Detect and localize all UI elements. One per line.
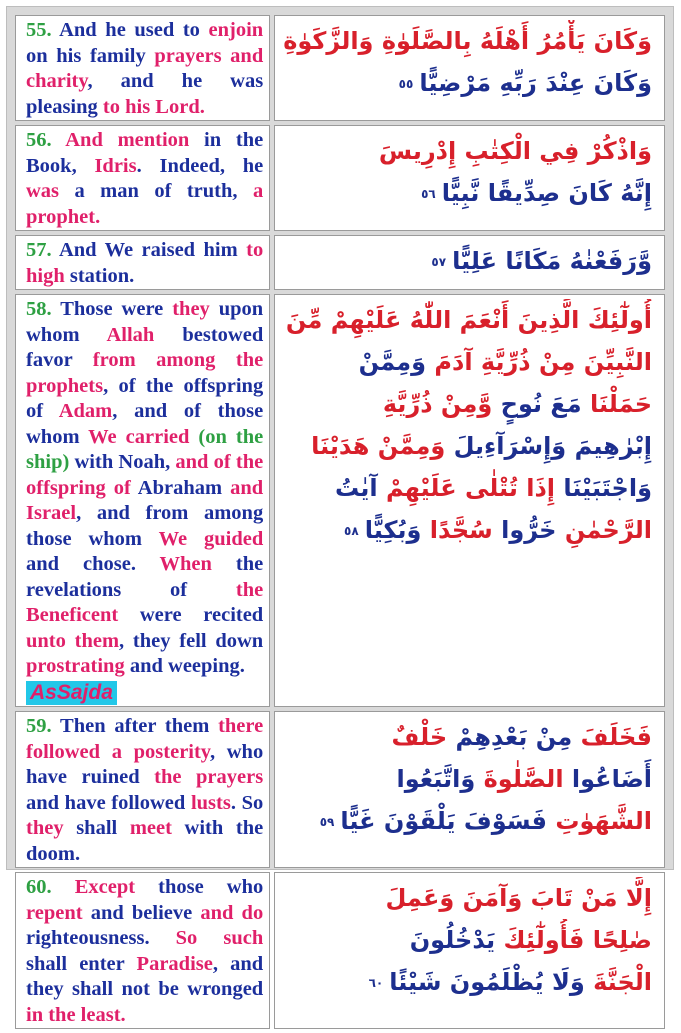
- arabic-line: [283, 758, 652, 800]
- arabic-segment: إِبْرٰهِيمَ وَإِسْرَآءِيلَ: [445, 432, 652, 460]
- arabic-segment: الرَّحْمٰنِ: [564, 516, 652, 544]
- verse-number: 58.: [26, 298, 61, 320]
- ayah-number-marker: ٥٩: [319, 815, 335, 829]
- arabic-segment: مَعَ نُوحٍ: [492, 390, 590, 418]
- arabic-segment: وَكَانَ يَأْمُرُ أَهْلَهُ بِالصَّلَوٰةِ وَالزَّكَوٰةِ: [283, 27, 652, 55]
- arabic-line: [283, 62, 652, 104]
- arabic-segment: أَضَاعُوا: [563, 765, 652, 793]
- arabic-line: [283, 877, 652, 919]
- translation-segment: , they fell down: [119, 629, 264, 652]
- arabic-segment: وَاذْكُرْ فِي الْكِتٰبِ إِدْرِيسَ: [378, 137, 652, 165]
- translation-segment: Allah: [106, 323, 155, 346]
- translation-segment: and do: [200, 901, 264, 924]
- translation-segment: in the Book,: [26, 129, 264, 177]
- translation-segment: , who have ruined: [26, 740, 264, 788]
- translation-segment: lusts: [190, 791, 231, 814]
- translation-segment: and have followed: [26, 791, 191, 814]
- translation-segment: and weeping.: [124, 655, 245, 677]
- arabic-segment: وَمِمَّنْ: [358, 348, 427, 376]
- arabic-segment: وَلَا يُظْلَمُونَ شَيْئًا: [389, 968, 594, 996]
- arabic-line: [283, 299, 652, 341]
- translation-segment: a man of truth,: [59, 180, 253, 202]
- translation-segment: Idris: [94, 154, 137, 177]
- translation-segment: meet: [129, 817, 172, 839]
- translation-segment: enjoin: [208, 19, 264, 41]
- translation-segment: When: [159, 553, 212, 575]
- verse-translation: [15, 294, 270, 707]
- verse-number: 56.: [26, 129, 66, 151]
- translation-segment: Adam: [58, 400, 113, 422]
- verse-number: 55.: [26, 19, 60, 41]
- translation-segment: and of the offspring of: [26, 451, 264, 499]
- verse-number: 57.: [26, 239, 59, 261]
- arabic-line: [283, 20, 652, 62]
- verse-arabic: [274, 125, 665, 231]
- arabic-line: [283, 383, 652, 425]
- verse-arabic: [274, 235, 665, 290]
- translation-segment: in the least.: [26, 1003, 126, 1026]
- verse-row-60: [15, 872, 665, 1029]
- verse-row-58: [15, 294, 665, 707]
- translation-segment: was: [26, 180, 60, 202]
- arabic-line: [283, 172, 652, 214]
- translation-segment: Those were: [60, 298, 173, 320]
- translation-segment: the Beneficent: [26, 578, 264, 626]
- translation-segment: station.: [64, 264, 135, 287]
- arabic-segment: يَدْخُلُونَ: [409, 926, 496, 954]
- arabic-segment: أُولٰٓئِكَ الَّذِينَ أَنْعَمَ اللّٰهُ عَلَيْهِمْ مِّنَ: [285, 306, 652, 334]
- translation-segment: , and of those whom: [26, 400, 264, 448]
- verse-arabic: [274, 872, 665, 1029]
- translation-segment: Except: [74, 876, 136, 898]
- translation-segment: the prayers: [154, 766, 264, 788]
- translation-segment: Abraham: [130, 476, 231, 499]
- verse-translation: [15, 872, 270, 1029]
- translation-segment: bestowed favor: [26, 323, 264, 371]
- ayah-number-marker: ٥٥: [398, 77, 414, 91]
- arabic-segment: الشَّهَوٰتِ: [555, 807, 652, 835]
- verse-translation: [15, 125, 270, 231]
- translation-segment: with Noah,: [69, 451, 176, 473]
- translation-segment: , and they shall not be wronged: [26, 952, 264, 1000]
- arabic-segment: فَسَوْفَ يَلْقَوْنَ غَيًّا: [340, 807, 556, 835]
- translation-segment: shall enter: [26, 952, 137, 975]
- arabic-segment: وَكَانَ عِنْدَ رَبِّهِ مَرْضِيًّا: [419, 69, 652, 97]
- verse-translation: [15, 15, 270, 121]
- translation-segment: the revelations of: [26, 553, 264, 601]
- verse-row-56: [15, 125, 665, 231]
- page-frame: [6, 6, 674, 1026]
- arabic-segment: وَاجْتَبَيْنَا: [555, 474, 652, 502]
- translation-segment: So such: [175, 927, 264, 949]
- arabic-line: [283, 130, 652, 172]
- verse-arabic: [274, 294, 665, 707]
- arabic-segment: مِنْ بَعْدِهِمْ: [447, 723, 581, 751]
- translation-segment: . Indeed, he: [136, 154, 264, 177]
- arabic-segment: حَمَلْنَا: [590, 390, 652, 418]
- arabic-segment: وَّرَفَعْنٰهُ مَكَانًا عَلِيًّا: [452, 247, 652, 275]
- arabic-segment: وَبُكِيًّا: [364, 516, 430, 544]
- translation-segment: there followed a posterity: [26, 715, 264, 763]
- translation-segment: were recited: [118, 604, 264, 626]
- arabic-line: [283, 800, 652, 842]
- translation-segment: And mention: [65, 129, 190, 151]
- translation-segment: shall: [63, 817, 130, 839]
- translation-segment: , and from among those whom: [26, 502, 264, 550]
- arabic-line: [283, 716, 652, 758]
- verse-row-59: [15, 711, 665, 868]
- ayah-number-marker: ٦٠: [368, 976, 384, 990]
- translation-segment: prayers and charity: [26, 44, 264, 92]
- arabic-segment: صٰلِحًا فَأُولٰٓئِكَ: [495, 926, 652, 954]
- translation-segment: they: [26, 817, 64, 839]
- translation-segment: We carried: [88, 425, 190, 448]
- arabic-line: [283, 467, 652, 509]
- translation-segment: from among the prophets: [26, 349, 264, 397]
- arabic-line: [283, 919, 652, 961]
- verse-row-57: [15, 235, 665, 290]
- translation-segment: a prophet.: [26, 180, 264, 228]
- verse-translation: [15, 711, 270, 868]
- translation-segment: , and he was pleasing: [26, 70, 264, 118]
- verse-arabic: [274, 711, 665, 868]
- arabic-segment: إِلَّا مَنْ تَابَ وَآمَنَ وَعَمِلَ: [385, 884, 652, 912]
- translation-segment: with the doom.: [26, 817, 264, 865]
- translation-segment: And he used to: [59, 19, 209, 41]
- verse-row-55: [15, 15, 665, 121]
- translation-segment: We guided: [158, 527, 264, 550]
- translation-segment: And We raised him: [58, 239, 247, 261]
- arabic-segment: إِذَا تُتْلٰى عَلَيْهِمْ: [385, 474, 555, 502]
- arabic-segment: آيٰتُ: [334, 474, 386, 502]
- translation-segment: repent: [26, 901, 83, 924]
- ayah-number-marker: ٥٨: [344, 524, 359, 538]
- translation-segment: , of the offspring of: [26, 374, 264, 422]
- verse-translation: [15, 235, 270, 290]
- translation-segment: Then after them: [60, 715, 219, 737]
- arabic-segment: وَّمِنْ ذُرِّيَّةِ: [382, 390, 493, 418]
- arabic-segment: وَمِمَّنْ هَدَيْنَا: [311, 432, 446, 460]
- translation-segment: those who: [135, 876, 264, 898]
- arabic-segment: الْجَنَّةَ: [593, 968, 652, 996]
- arabic-segment: خَلْفٌ: [391, 723, 448, 751]
- verse-number: 59.: [26, 715, 61, 737]
- ayah-number-marker: ٥٧: [431, 255, 447, 269]
- arabic-segment: فَخَلَفَ: [580, 723, 652, 751]
- arabic-segment: النَّبِيِّنَ مِنْ ذُرِّيَّةِ آدَمَ: [426, 348, 652, 376]
- translation-segment: and chose.: [26, 553, 160, 575]
- arabic-segment: إِنَّهُ كَانَ صِدِّيقًا نَّبِيًّا: [441, 179, 652, 207]
- arabic-segment: وَاتَّبَعُوا: [396, 765, 484, 793]
- translation-segment: prostrating: [26, 655, 125, 677]
- translation-segment: and Israel: [26, 476, 264, 524]
- verse-table: [11, 11, 669, 1033]
- translation-segment: upon whom: [26, 298, 264, 346]
- arabic-segment: سُجَّدًا: [429, 516, 493, 544]
- ayah-number-marker: ٥٦: [421, 187, 436, 201]
- sajda-badge: AsSajda: [26, 681, 117, 705]
- arabic-line: [283, 240, 652, 282]
- arabic-line: [283, 341, 652, 383]
- arabic-line: [283, 509, 652, 551]
- arabic-line: [283, 425, 652, 467]
- translation-segment: they: [172, 298, 210, 320]
- translation-segment: on his family: [26, 44, 155, 67]
- arabic-segment: الصَّلٰوةَ: [483, 765, 564, 793]
- verse-number: 60.: [26, 876, 75, 898]
- translation-segment: Paradise: [136, 952, 213, 975]
- translation-segment: to high: [26, 239, 264, 287]
- translation-segment: to his Lord.: [102, 95, 205, 118]
- translation-segment: . So: [230, 791, 264, 814]
- arabic-segment: خَرُّوا: [492, 516, 565, 544]
- translation-segment: unto them: [26, 629, 120, 652]
- translation-segment: (on the ship): [26, 425, 264, 473]
- verse-arabic: [274, 15, 665, 121]
- translation-segment: and believe: [82, 901, 201, 924]
- translation-segment: righteousness.: [26, 927, 176, 949]
- arabic-line: [283, 961, 652, 1003]
